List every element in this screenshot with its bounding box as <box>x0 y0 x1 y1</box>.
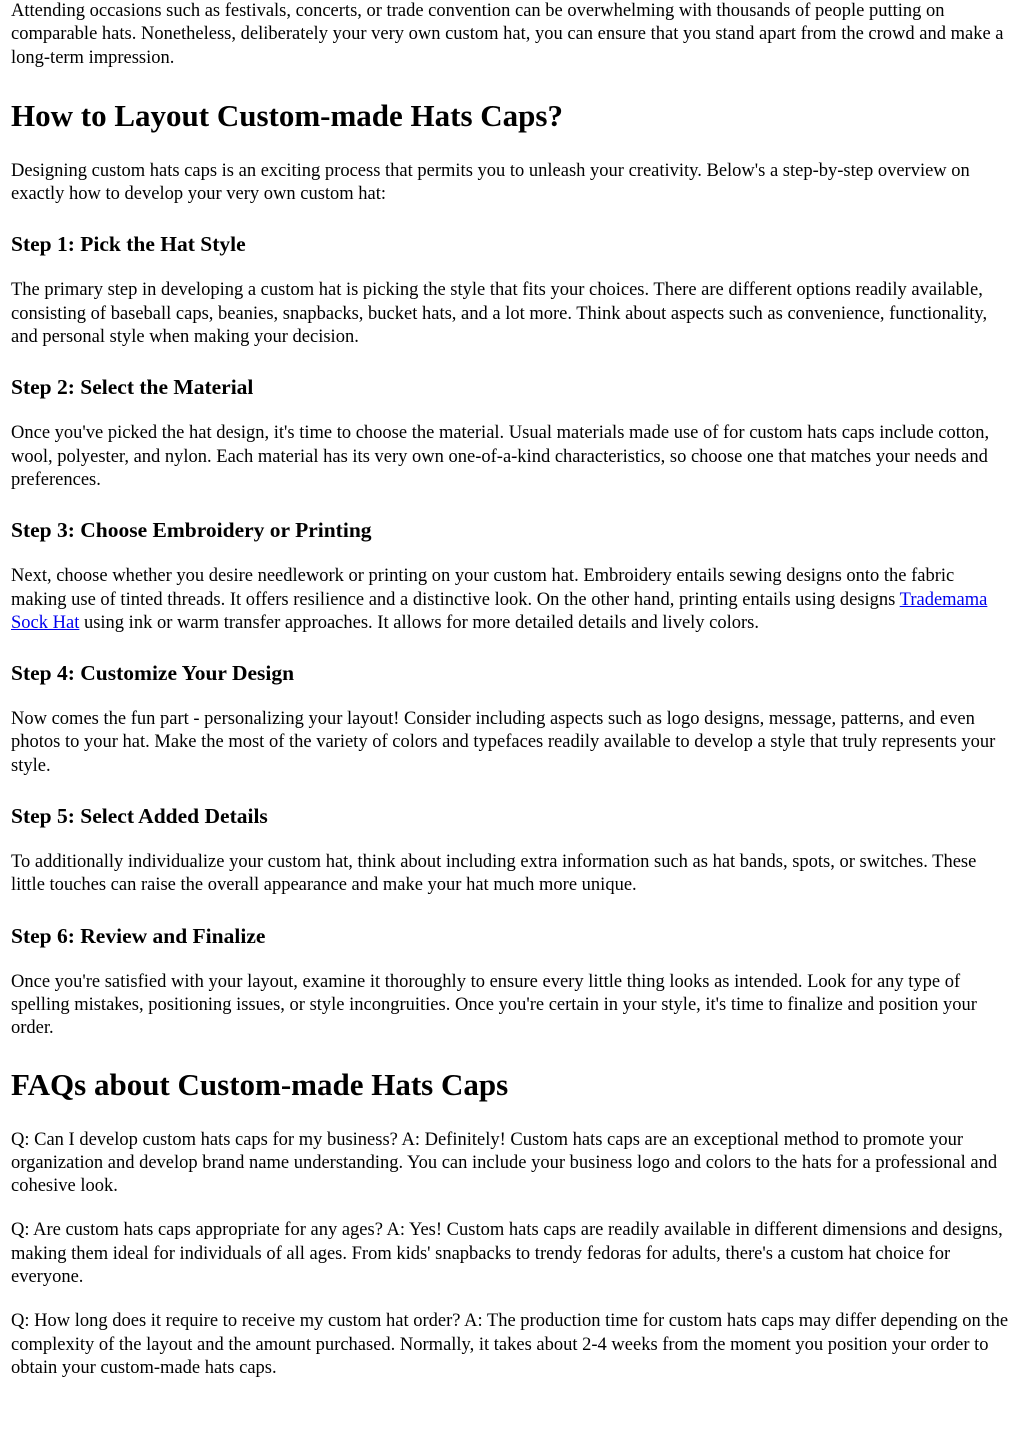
faq-item: Q: Can I develop custom hats caps for my business? A: Definitely! Custom hats caps are an exceptional method to promote your organization and develop brand name understanding. You can include your business logo and colors to the hats for a professional and cohesive look. <box>11 1129 998 1197</box>
step-4-paragraph: Now comes the fun part - personalizing your layout! Consider including aspects such as logo designs, message, patterns, and even photos to your hat. Make the most of the variety of colors and typefaces readily available to develop a style that truly represents your style. <box>11 709 996 776</box>
step-2-paragraph: Once you've picked the hat design, it's time to choose the material. Usual materials made use of for custom hats caps include cotton, wool, polyester, and nylon. Each material has its very own one-of-a-kind characteristics, so choose one that matches your needs and preferences. <box>11 423 990 490</box>
step-1-paragraph: The primary step in developing a custom hat is picking the style that fits your choices. There are different options readily available, consisting of baseball caps, beanies, snapbacks, bucket hats, and a lot more. Think about aspects such as convenience, functionality, and personal style when making your decision. <box>11 280 988 348</box>
intro-paragraph: Attending occasions such as festivals, concerts, or trade convention can be overwhelming with thousands of people putting on comparable hats. Nonetheless, deliberately your very own custom hat, you can ensure that you stand apart from the crowd and make a long-term impression. <box>11 1 1004 68</box>
step-2-heading: Step 2: Select the Material <box>11 375 254 400</box>
step-3-heading: Step 3: Choose Embroidery or Printing <box>11 518 372 543</box>
step-6-paragraph: Once you're satisfied with your layout, examine it thoroughly to ensure every little thing looks as intended. Look for any type of spelling mistakes, positioning issues, or style incongruities. Once you're certain in your style, it's time to finalize and position your order. <box>11 971 977 1039</box>
step-4-heading: Step 4: Customize Your Design <box>11 661 295 686</box>
layout-heading: How to Layout Custom-made Hats Caps? <box>11 97 563 133</box>
step-1-heading: Step 1: Pick the Hat Style <box>11 232 246 257</box>
step-3-text-after: using ink or warm transfer approaches. It allows for more detailed details and lively colors. <box>79 612 760 633</box>
trademama-sock-hat-link[interactable]: Trademama Sock Hat <box>11 589 988 633</box>
step-3-paragraph <box>11 565 1013 635</box>
step-5-paragraph: To additionally individualize your custom hat, think about including extra information such as hat bands, spots, or switches. These little touches can raise the overall appearance and make your hat much more unique. <box>11 852 977 896</box>
step-6-heading: Step 6: Review and Finalize <box>11 923 266 948</box>
faq-item: Q: How long does it require to receive my custom hat order? A: The production time for custom hats caps may differ depending on the complexity of the layout and the amount purchased. Normally, it takes about 2-4 weeks from the moment you position your order to obtain your custom-made hats caps. <box>11 1311 1009 1378</box>
step-5-heading: Step 5: Select Added Details <box>11 804 268 829</box>
faq-heading: FAQs about Custom-made Hats Caps <box>11 1066 509 1102</box>
faq-item: Q: Are custom hats caps appropriate for any ages? A: Yes! Custom hats caps are readily available in different dimensions and designs, making them ideal for individuals of all ages. From kids' snapbacks to trendy fedoras for adults, there's a custom hat choice for everyone. <box>11 1220 1003 1288</box>
step-3-text-before: Next, choose whether you desire needlework or printing on your custom hat. Embroidery entails sewing designs onto the fabric making use of tinted threads. It offers resilience and a distinctive look. On the other hand, printing entails using designs <box>11 566 955 610</box>
layout-intro-paragraph: Designing custom hats caps is an exciting process that permits you to unleash your creativity. Below's a step-by-step overview on exactly how to develop your very own custom hat: <box>11 160 970 205</box>
